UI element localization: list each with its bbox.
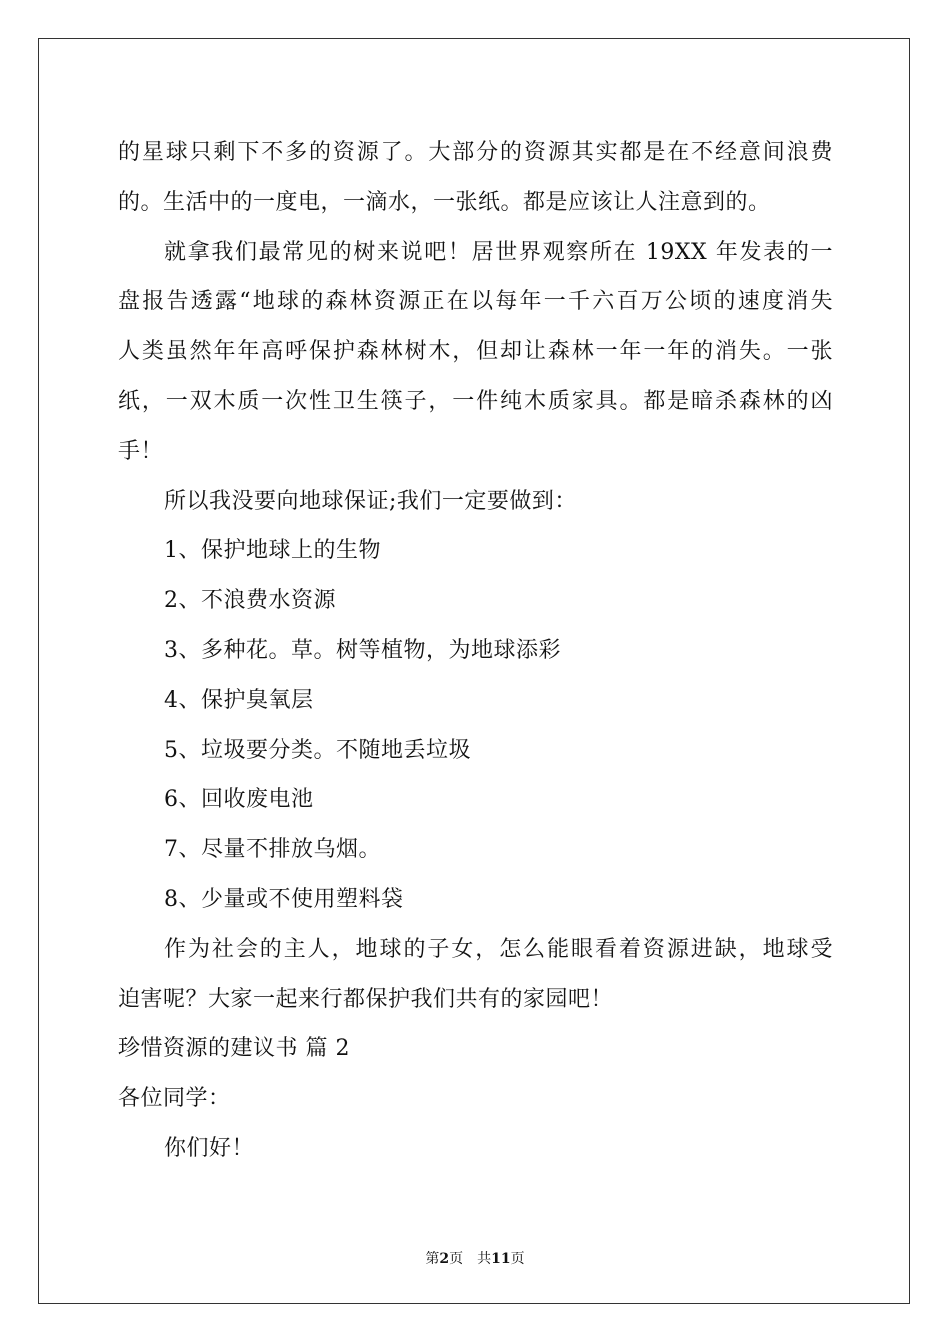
total-suffix: 页: [510, 1251, 525, 1267]
paragraph-line: 手！: [118, 438, 164, 464]
section-heading: 珍惜资源的建议书 篇 2: [118, 1036, 350, 1062]
list-item: 5、垃圾要分类。不随地丢垃圾: [164, 737, 471, 763]
total-prefix: 共: [477, 1251, 492, 1267]
salutation: 各位同学：: [118, 1086, 231, 1112]
paragraph-line: 纸，一双木质一次性卫生筷子，一件纯木质家具。都是暗杀森林的凶: [118, 388, 833, 414]
paragraph-line: 盘报告透露“地球的森林资源正在以每年一千六百万公顷的速度消失: [118, 289, 833, 315]
paragraph-line: 迫害呢？大家一起来行都保护我们共有的家园吧！: [118, 986, 614, 1012]
list-item: 7、尽量不排放乌烟。: [164, 837, 381, 863]
paragraph-line: 的。生活中的一度电，一滴水，一张纸。都是应该让人注意到的。: [118, 189, 771, 215]
paragraph-line: 人类虽然年年高呼保护森林树木，但却让森林一年一年的消失。一张: [118, 339, 833, 365]
page-prefix: 第: [425, 1251, 440, 1267]
list-item: 2、不浪费水资源: [164, 588, 336, 614]
list-item: 1、保护地球上的生物: [164, 538, 381, 564]
page-footer: [0, 1248, 950, 1268]
paragraph-line: 所以我没要向地球保证;我们一定要做到：: [164, 488, 577, 514]
paragraph-line: 作为社会的主人，地球的子女，怎么能眼看着资源进缺，地球受: [164, 936, 833, 962]
list-item: 4、保护臭氧层: [164, 687, 314, 713]
list-item: 3、多种花。草。树等植物，为地球添彩: [164, 637, 561, 663]
paragraph-line: 就拿我们最常见的树来说吧！居世界观察所在 19XX 年发表的一: [164, 239, 833, 265]
list-item: 6、回收废电池: [164, 787, 314, 813]
page-suffix: 页: [449, 1251, 464, 1267]
greeting: 你们好！: [164, 1135, 255, 1161]
page-number: 2: [439, 1251, 450, 1267]
list-item: 8、少量或不使用塑料袋: [164, 886, 404, 912]
total-pages: 11: [491, 1251, 511, 1267]
paragraph-line: 的星球只剩下不多的资源了。大部分的资源其实都是在不经意间浪费: [118, 140, 833, 165]
document-body: [118, 128, 833, 1174]
